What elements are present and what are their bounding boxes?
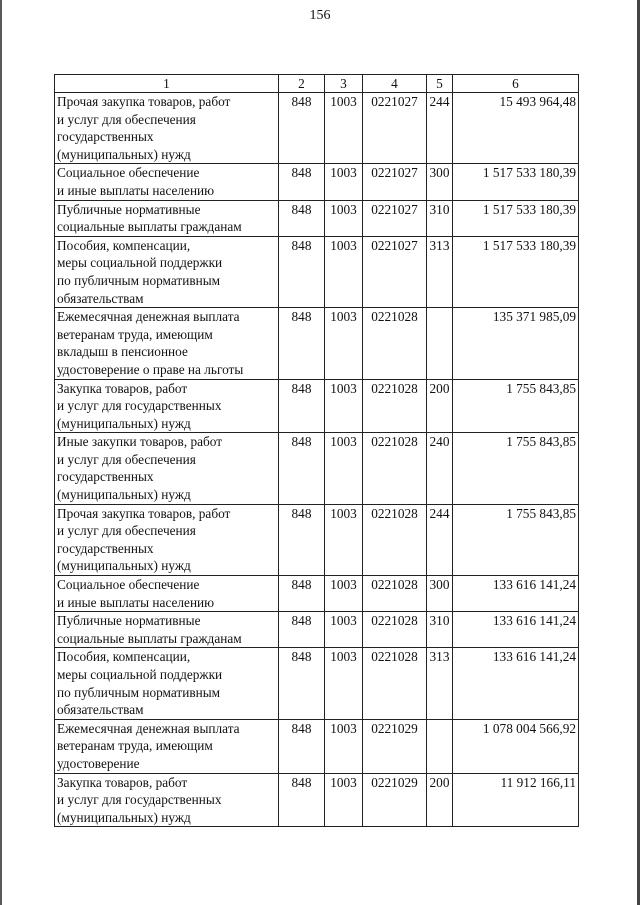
expense-type-cell [427,719,453,773]
target-article-cell: 0221027 [363,93,427,164]
expense-type-cell: 310 [427,200,453,236]
expense-name-line: Пособия, компенсации, [57,237,191,253]
table-row [55,648,579,719]
budget-table [54,74,579,827]
target-article-cell: 0221027 [363,200,427,236]
expense-type-cell: 300 [427,164,453,200]
expense-name-line: Прочая закупка товаров, работ [57,505,231,521]
target-article-cell: 0221027 [363,236,427,307]
section-code-cell: 1003 [325,612,363,648]
ministry-code-cell: 848 [279,379,325,433]
target-article-cell: 0221028 [363,379,427,433]
column-header-1: 1 [55,75,279,93]
section-code-cell: 1003 [325,236,363,307]
section-code-cell: 1003 [325,200,363,236]
table-body [55,93,579,827]
table-row [55,773,579,827]
section-code-cell: 1003 [325,504,363,575]
expense-type-cell: 200 [427,379,453,433]
ministry-code-cell: 848 [279,504,325,575]
expense-type-cell: 300 [427,576,453,612]
column-header-4: 4 [363,75,427,93]
expense-name-line: государственных [57,540,154,556]
expense-type-cell: 240 [427,433,453,504]
expense-name-line: Публичные нормативные [57,201,201,217]
expense-name-line: (муниципальных) нужд [57,487,191,503]
ministry-code-cell: 848 [279,719,325,773]
expense-name-line: ветеранам труда, имеющим [57,326,213,342]
section-code-cell: 1003 [325,576,363,612]
expense-name-line: Пособия, компенсации, [57,649,191,665]
amount-cell: 1 517 533 180,39 [453,200,579,236]
ministry-code-cell: 848 [279,433,325,504]
column-header-5: 5 [427,75,453,93]
expense-name-line: (муниципальных) нужд [57,809,191,825]
amount-cell: 1 078 004 566,92 [453,719,579,773]
section-code-cell: 1003 [325,648,363,719]
table-header-row [55,75,579,93]
ministry-code-cell: 848 [279,308,325,379]
section-code-cell: 1003 [325,719,363,773]
expense-name-line: обязательствам [57,702,144,718]
expense-name-line: удостоверение [57,755,140,771]
expense-name-line: социальные выплаты гражданам [57,219,242,235]
target-article-cell: 0221028 [363,308,427,379]
table-row [55,719,579,773]
section-code-cell: 1003 [325,433,363,504]
expense-name-cell [55,379,279,433]
target-article-cell: 0221028 [363,504,427,575]
expense-name-cell [55,236,279,307]
amount-cell: 1 517 533 180,39 [453,236,579,307]
expense-name-line: по публичным нормативным [57,272,221,288]
table-row [55,504,579,575]
section-code-cell: 1003 [325,308,363,379]
expense-name-line: Закупка товаров, работ [57,774,188,790]
ministry-code-cell: 848 [279,612,325,648]
expense-name-cell [55,504,279,575]
expense-name-cell [55,93,279,164]
table-row [55,576,579,612]
expense-name-cell [55,576,279,612]
expense-type-cell [427,308,453,379]
ministry-code-cell: 848 [279,164,325,200]
table-row [55,164,579,200]
amount-cell: 1 755 843,85 [453,379,579,433]
expense-name-line: и иные выплаты населению [57,182,215,198]
expense-name-line: и услуг для государственных [57,398,222,414]
amount-cell: 11 912 166,11 [453,773,579,827]
expense-name-line: государственных [57,469,154,485]
target-article-cell: 0221028 [363,576,427,612]
ministry-code-cell: 848 [279,93,325,164]
amount-cell: 1 755 843,85 [453,504,579,575]
expense-type-cell: 200 [427,773,453,827]
expense-name-line: обязательствам [57,290,144,306]
expense-name-line: ветеранам труда, имеющим [57,738,213,754]
expense-name-line: Социальное обеспечение [57,165,200,181]
target-article-cell: 0221028 [363,433,427,504]
expense-type-cell: 313 [427,236,453,307]
amount-cell: 135 371 985,09 [453,308,579,379]
expense-name-cell [55,612,279,648]
amount-cell: 133 616 141,24 [453,576,579,612]
table-row [55,200,579,236]
page-number: 156 [309,8,331,23]
column-header-3: 3 [325,75,363,93]
expense-name-line: и услуг для обеспечения [57,111,196,127]
expense-name-line: Социальное обеспечение [57,577,200,593]
expense-name-line: Закупка товаров, работ [57,380,188,396]
expense-name-line: социальные выплаты гражданам [57,630,242,646]
table-row [55,236,579,307]
amount-cell: 133 616 141,24 [453,648,579,719]
expense-name-line: и услуг для обеспечения [57,451,196,467]
expense-name-cell [55,164,279,200]
expense-name-line: Иные закупки товаров, работ [57,434,223,450]
amount-cell: 1 517 533 180,39 [453,164,579,200]
target-article-cell: 0221028 [363,648,427,719]
expense-name-line: удостоверение о праве на льготы [57,361,244,377]
ministry-code-cell: 848 [279,236,325,307]
expense-name-cell [55,773,279,827]
section-code-cell: 1003 [325,93,363,164]
expense-name-line: и иные выплаты населению [57,594,215,610]
table-row [55,308,579,379]
expense-name-line: (муниципальных) нужд [57,558,191,574]
amount-cell: 133 616 141,24 [453,612,579,648]
expense-name-line: Публичные нормативные [57,613,201,629]
expense-name-line: Прочая закупка товаров, работ [57,94,231,109]
target-article-cell: 0221027 [363,164,427,200]
expense-name-line: вкладыш в пенсионное [57,344,188,360]
expense-type-cell: 310 [427,612,453,648]
expense-name-line: по публичным нормативным [57,684,221,700]
expense-name-cell [55,648,279,719]
expense-name-line: и услуг для государственных [57,792,222,808]
amount-cell: 1 755 843,85 [453,433,579,504]
target-article-cell: 0221029 [363,719,427,773]
expense-name-line: Ежемесячная денежная выплата [57,720,240,736]
ministry-code-cell: 848 [279,773,325,827]
expense-type-cell: 244 [427,93,453,164]
expense-name-line: меры социальной поддержки [57,255,223,271]
expense-name-line: и услуг для обеспечения [57,523,196,539]
expense-name-cell [55,200,279,236]
table-row [55,379,579,433]
section-code-cell: 1003 [325,773,363,827]
expense-name-cell [55,308,279,379]
ministry-code-cell: 848 [279,576,325,612]
expense-name-line: (муниципальных) нужд [57,146,191,162]
expense-type-cell: 313 [427,648,453,719]
table-row [55,93,579,164]
target-article-cell: 0221028 [363,612,427,648]
target-article-cell: 0221029 [363,773,427,827]
expense-name-line: государственных [57,129,154,145]
table-row [55,433,579,504]
expense-name-line: Ежемесячная денежная выплата [57,309,240,325]
section-code-cell: 1003 [325,164,363,200]
expense-name-line: (муниципальных) нужд [57,415,191,431]
expense-name-cell [55,719,279,773]
expense-name-line: меры социальной поддержки [57,667,223,682]
section-code-cell: 1003 [325,379,363,433]
page-edge-left [0,0,2,905]
expense-name-cell [55,433,279,504]
ministry-code-cell: 848 [279,200,325,236]
column-header-6: 6 [453,75,579,93]
ministry-code-cell: 848 [279,648,325,719]
table-row [55,612,579,648]
column-header-2: 2 [279,75,325,93]
expense-type-cell: 244 [427,504,453,575]
amount-cell: 15 493 964,48 [453,93,579,164]
